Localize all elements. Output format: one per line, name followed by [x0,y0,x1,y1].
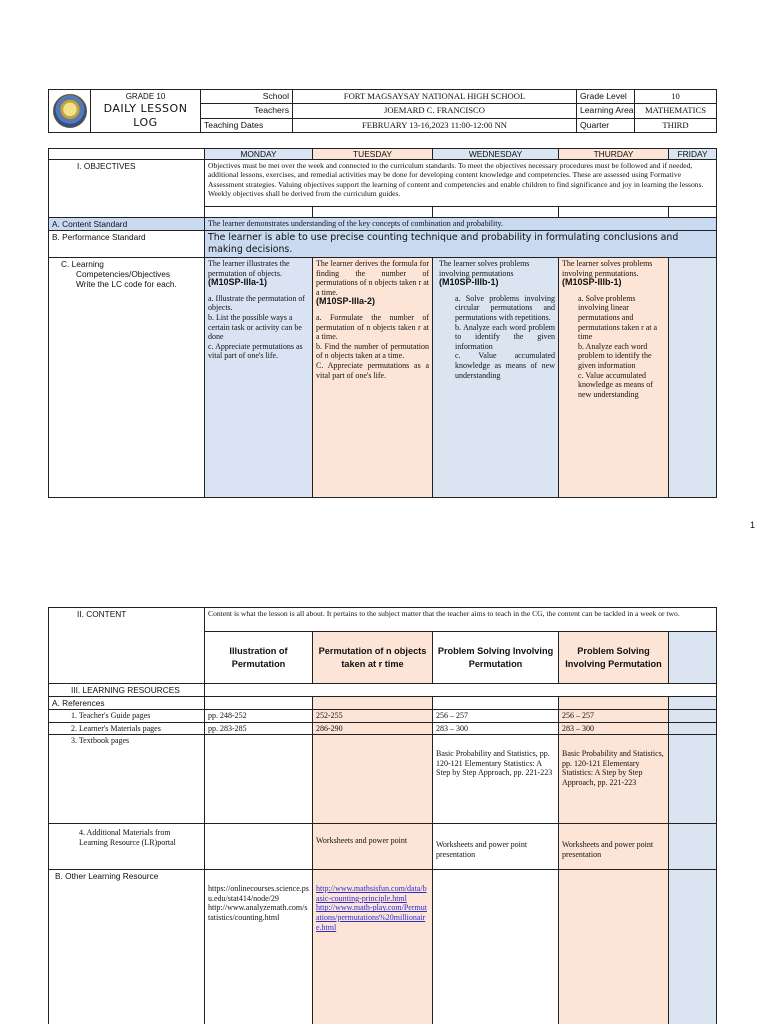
references-monday [205,697,313,710]
additional-materials-label: 4. Additional Materials from Learning Resource (LR)portal [49,824,205,870]
wednesday-intro: The learner solves problems involving permutations [439,259,530,278]
log-title-word: LOG [133,116,158,129]
content-standard-label: A. Content Standard [49,218,205,231]
tuesday-code: (M10SP-IIIa-2) [316,296,376,307]
tg-pages-tuesday: 252-255 [313,710,433,723]
topic-tuesday: Permutation of n objects taken at r time [313,632,433,684]
deped-seal-icon [53,94,87,128]
textbook-monday [205,735,313,824]
tuesday-item-b: b. Find the number of permutation of n objects taken at a time. [316,341,429,361]
math-play-link[interactable]: http://www.math-play.com/Permutations/permutations%20millionaire.html [316,903,427,932]
other-resources-tuesday [313,870,433,1024]
page-number: 1 [750,520,756,530]
grade-label: GRADE 10 [125,92,166,101]
tg-pages-wednesday: 256 – 257 [433,710,559,723]
thursday-item-a: a. Solve problems involving linear permutations and permutations taken r at a time [578,293,658,342]
grade-level-value: 10 [635,90,717,104]
lm-pages-friday [669,722,717,735]
teachers-label: Teachers [201,104,293,118]
tg-pages-thursday: 256 – 257 [559,710,669,723]
other-resources-thursday [559,870,669,1024]
thursday-item-b: b. Analyze each word problem to identify the given information [578,341,652,370]
day-header-thursday: THURDAY [559,149,669,160]
day-header-tuesday: TUESDAY [313,149,433,160]
monday-intro: The learner illustrates the permutation of objects. [208,259,290,278]
textbook-tuesday [313,735,433,824]
competencies-wednesday [433,258,559,498]
header-table [48,89,717,133]
monday-code: (M10SP-IIIa-1) [208,277,268,288]
other-resources-friday [669,870,717,1024]
objectives-text: Objectives must be met over the week and connected to the curriculum standards. To meet the objectives necessary procedures must be followed and if needed, additional lessons, exercises, and remedial activities may be done for developing content knowledge and competencies. These are assessed using Formative Assessment strategies. Valuing objectives support the learning of content and competencies and enable children to find significance and joy in learning the lessons. Weekly objectives shall be derived from the curriculum guides. [205,160,717,207]
daily-lesson-title: DAILY LESSON [103,102,188,115]
thursday-code: (M10SP-IIIb-1) [562,277,622,288]
tg-pages-label: 1. Teacher's Guide pages [49,710,205,723]
objectives-friday-blank [669,207,717,218]
lm-pages-label: 2. Learner's Materials pages [49,722,205,735]
competencies-thursday [559,258,669,498]
competencies-label [49,258,205,498]
teachers-value: JOEMARD C. FRANCISCO [293,104,577,118]
references-tuesday [313,697,433,710]
additional-friday [669,824,717,870]
monday-item-c: c. Appreciate permutations as vital part of one's life. [208,341,303,361]
lm-pages-thursday: 283 – 300 [559,722,669,735]
additional-tuesday: Worksheets and power point [313,824,433,870]
tuesday-item-c: C. Appreciate permutations as a vital part of one's life. [316,360,429,380]
other-resources-wednesday [433,870,559,1024]
mathsisfun-link[interactable]: http://www.mathsisfun.com/data/basic-counting-principle.html [316,884,427,903]
topic-friday [669,632,717,684]
tuesday-intro: The learner derives the formula for finding the number of permutations of n objects taken r at a time. [316,259,429,297]
thursday-intro: The learner solves problems involving permutations. [562,259,653,278]
tg-pages-friday [669,710,717,723]
day-header-wednesday: WEDNESDAY [433,149,559,160]
school-value: FORT MAGSAYSAY NATIONAL HIGH SCHOOL [293,90,577,104]
wednesday-code: (M10SP-IIIb-1) [439,277,499,288]
school-logo [49,90,91,133]
references-thursday [559,697,669,710]
additional-monday [205,824,313,870]
school-label: School [201,90,293,104]
tg-pages-monday: pp. 248-252 [205,710,313,723]
objectives-tuesday-blank [313,207,433,218]
content-label: II. CONTENT [49,608,205,684]
resources-blank [205,684,717,697]
topic-wednesday: Problem Solving Involving Permutation [433,632,559,684]
dates-value: FEBRUARY 13-16,2023 11:00-12:00 NN [293,118,577,132]
content-standard-text: The learner demonstrates understanding of the key concepts of combination and probability. [205,218,717,231]
wednesday-item-a: a. Solve problems involving circular permutations and permutations with repetitions. [455,293,555,322]
lm-pages-tuesday: 286-290 [313,722,433,735]
tuesday-item-a: a. Formulate the number of permutation of n objects taken r at a time. [316,312,429,342]
learning-area-label: Learning Area [577,104,635,118]
monday-item-b: b. List the possible ways a certain task or activity can be done [208,312,302,342]
thursday-item-c: c. Value accumulated knowledge as means of new understanding [578,370,653,399]
textbook-friday [669,735,717,824]
lm-pages-wednesday: 283 – 300 [433,722,559,735]
additional-wednesday: Worksheets and power point presentation [433,824,559,870]
topic-thursday: Problem Solving Involving Permutation [559,632,669,684]
references-label: A. References [49,697,205,710]
dates-label: Teaching Dates [201,118,293,132]
topic-monday: Illustration of Permutation [205,632,313,684]
objectives-table [48,148,717,498]
competencies-friday [669,258,717,498]
objectives-label: I. OBJECTIVES [49,160,205,218]
competencies-label-line3: Write the LC code for each. [76,279,177,289]
textbook-label: 3. Textbook pages [49,735,205,824]
additional-thursday: Worksheets and power point presentation [559,824,669,870]
learning-area-value: MATHEMATICS [635,104,717,118]
lm-pages-monday: pp. 283-285 [205,722,313,735]
other-resources-label: B. Other Learning Resource [49,870,205,1024]
other-resources-monday [205,870,313,1024]
references-friday [669,697,717,710]
textbook-thursday: Basic Probability and Statistics, pp. 120-121 Elementary Statistics: A Step by Step Approach, pp. 221-223 [559,735,669,824]
wednesday-item-b: b. Analyze each word problem to identify the given information [455,322,555,351]
grade-level-label: Grade Level [577,90,635,104]
other-resource-link-1[interactable]: https://onlinecourses.science.psu.edu/stat414/node/29 [208,884,309,903]
performance-standard-text: The learner is able to use precise counting technique and probability in formulating conclusions and making decisions. [205,231,717,258]
objectives-thursday-blank [559,207,669,218]
objectives-monday-blank [205,207,313,218]
log-title [91,90,201,133]
competencies-monday [205,258,313,498]
quarter-label: Quarter [577,118,635,132]
monday-item-a: a. Illustrate the permutation of objects. [208,293,306,313]
competencies-label-line1: C. Learning [61,259,104,269]
quarter-value: THIRD [635,118,717,132]
objectives-wednesday-blank [433,207,559,218]
day-header-friday: FRIDAY [669,149,717,160]
wednesday-item-c: c. Value accumulated knowledge as means of new understanding [455,351,555,380]
competencies-tuesday [313,258,433,498]
performance-standard-label: B. Performance Standard [49,231,205,258]
other-resource-link-2[interactable]: http://www.analyzemath.com/statistics/counting.html [208,903,308,922]
resources-label: III. LEARNING RESOURCES [49,684,205,697]
day-header-blank [49,149,205,160]
day-header-monday: MONDAY [205,149,313,160]
competencies-label-line2: Competencies/Objectives [76,269,171,279]
content-resources-table [48,607,717,1024]
content-text: Content is what the lesson is all about. It pertains to the subject matter that the teacher aims to teach in the CG, the content can be tackled in a week or two. [205,608,717,632]
references-wednesday [433,697,559,710]
textbook-wednesday: Basic Probability and Statistics, pp. 120-121 Elementary Statistics: A Step by Step Approach, pp. 221-223 [433,735,559,824]
